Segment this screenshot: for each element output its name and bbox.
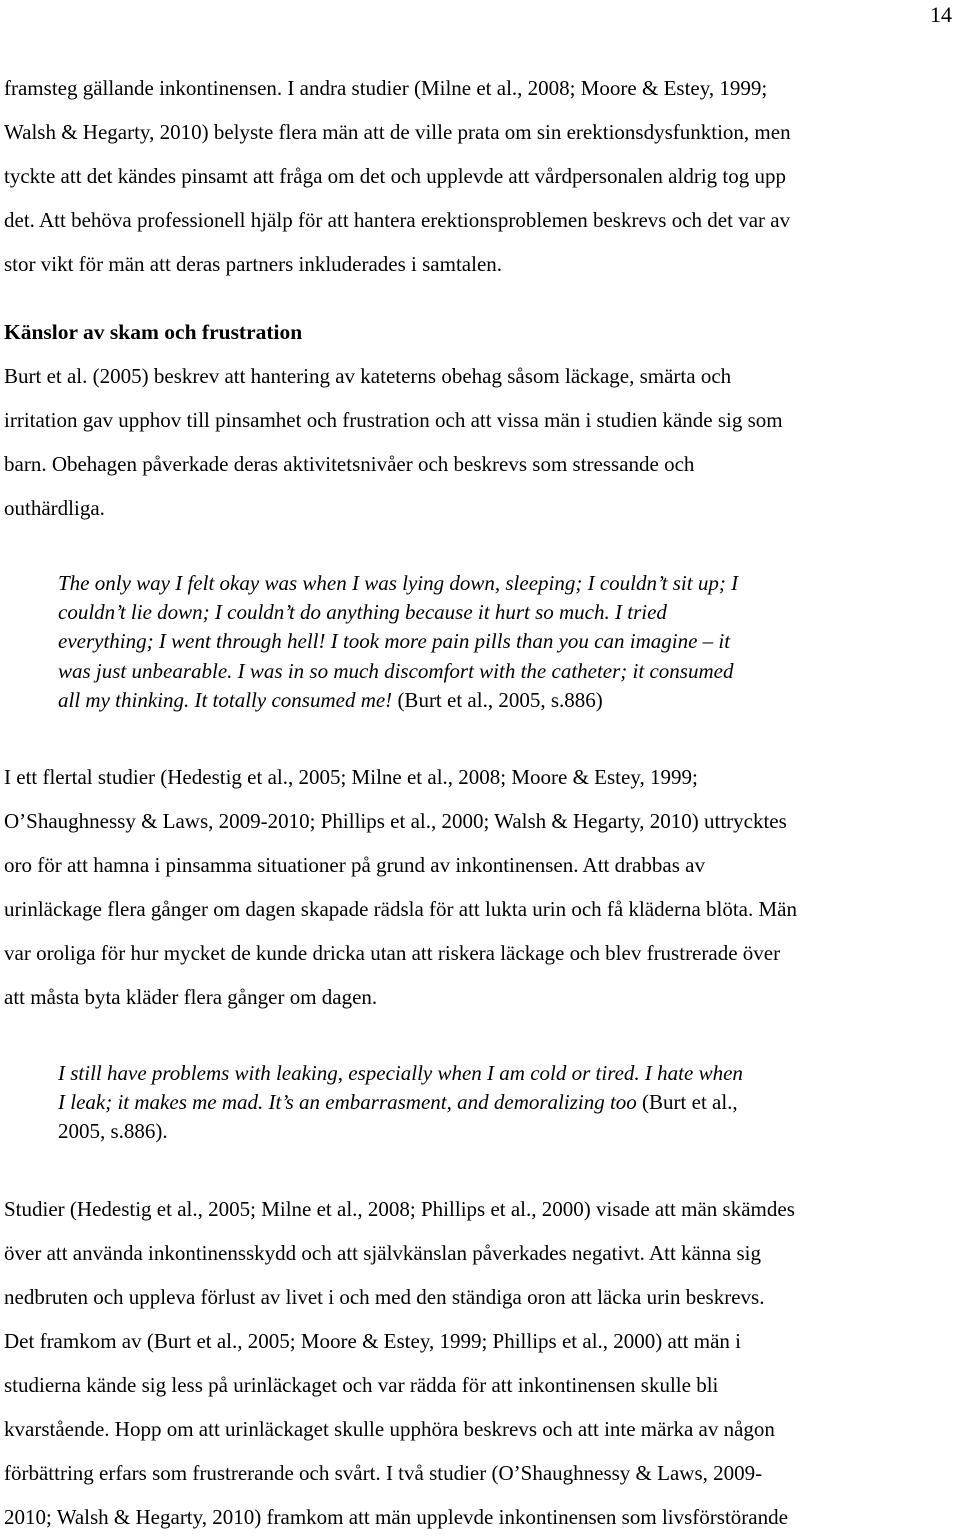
text-line: förbättring erfars som frustrerande och svårt. I två studier (O’Shaughnessy & Laws, 2009- xyxy=(4,1460,763,1485)
quote-line xyxy=(58,686,956,715)
quote-line: The only way I felt okay was when I was lying down, sleeping; I couldn’t sit up; I xyxy=(58,571,739,595)
text-line: barn. Obehagen påverkade deras aktivitetsnivåer och beskrevs som stressande och xyxy=(4,452,695,476)
paragraph-intro xyxy=(4,66,956,286)
paragraph-studies xyxy=(4,755,956,1019)
quote-citation: (Burt et al., xyxy=(642,1090,738,1115)
text-line: det. Att behöva professionell hjälp för att hantera erektionsproblemen beskrevs och det var av xyxy=(4,208,791,232)
quote-citation: 2005, s.886). xyxy=(58,1119,168,1144)
quote-citation: (Burt et al., 2005, s.886) xyxy=(397,687,603,712)
text-line: tyckte att det kändes pinsamt att fråga om det och upplevde att vårdpersonalen aldrig tog upp xyxy=(4,164,787,188)
block-quote-2 xyxy=(58,1059,956,1147)
text-line: O’Shaughnessy & Laws, 2009-2010; Phillips et al., 2000; Walsh & Hegarty, 2010) uttrycktes xyxy=(4,809,787,834)
document-body xyxy=(4,66,956,1539)
text-line: kvarstående. Hopp om att urinläckaget skulle upphöra beskrevs och att inte märka av någon xyxy=(4,1416,775,1441)
text-line: Det framkom av (Burt et al., 2005; Moore & Estey, 1999; Phillips et al., 2000) att män i xyxy=(4,1328,742,1353)
text-line: var oroliga för hur mycket de kunde dricka utan att riskera läckage och blev frustrerade över xyxy=(4,941,781,966)
block-quote-1 xyxy=(58,569,956,715)
quote-line: I still have problems with leaking, especially when I am cold or tired. I hate when xyxy=(58,1061,743,1086)
text-line: att måsta byta kläder flera gånger om dagen. xyxy=(4,985,378,1010)
text-line: irritation gav upphov till pinsamhet och frustration och att vissa män i studien kände sig som xyxy=(4,408,783,432)
text-line: outhärdliga. xyxy=(4,496,105,520)
quote-line: everything; I went through hell! I took more pain pills than you can imagine – it xyxy=(58,629,731,654)
text-line: nedbruten och uppleva förlust av livet i och med den ständiga oron att läcka urin beskrevs. xyxy=(4,1284,765,1309)
text-line: framsteg gällande inkontinensen. I andra studier (Milne et al., 2008; Moore & Estey, 1999; xyxy=(4,76,768,100)
quote-text: I leak; it makes me mad. It’s an embarrasment, and demoralizing too xyxy=(58,1090,643,1115)
text-line: 2010; Walsh & Hegarty, 2010) framkom att män upplevde inkontinensen som livsförstörande xyxy=(4,1504,788,1529)
quote-line xyxy=(58,1088,956,1117)
text-line: I ett flertal studier (Hedestig et al., 2005; Milne et al., 2008; Moore & Estey, 1999; xyxy=(4,765,698,790)
page-number: 14 xyxy=(930,2,952,27)
text-line: oro för att hamna i pinsamma situationer på grund av inkontinensen. Att drabbas av xyxy=(4,853,705,878)
section-heading: Känslor av skam och frustration xyxy=(4,320,303,344)
text-line: studierna kände sig less på urinläckaget och var rädda för att inkontinensen skulle bli xyxy=(4,1372,719,1397)
quote-line: couldn’t lie down; I couldn’t do anything because it hurt so much. I tried xyxy=(58,600,667,625)
text-line: Walsh & Hegarty, 2010) belyste flera män att de ville prata om sin erektionsdysfunktion, men xyxy=(4,120,791,144)
paragraph-burt xyxy=(4,354,956,530)
text-line: Burt et al. (2005) beskrev att hantering av kateterns obehag såsom läckage, smärta och xyxy=(4,364,732,388)
paragraph-shame xyxy=(4,1187,956,1539)
text-line: stor vikt för män att deras partners inkluderades i samtalen. xyxy=(4,252,503,276)
text-line: urinläckage flera gånger om dagen skapade rädsla för att lukta urin och få kläderna blöta. Män xyxy=(4,897,797,922)
text-line: Studier (Hedestig et al., 2005; Milne et al., 2008; Phillips et al., 2000) visade att män skämdes xyxy=(4,1196,795,1221)
quote-text: all my thinking. It totally consumed me! xyxy=(58,687,398,712)
quote-line: was just unbearable. I was in so much discomfort with the catheter; it consumed xyxy=(58,658,734,683)
text-line: över att använda inkontinensskydd och att självkänslan påverkades negativt. Att känna sig xyxy=(4,1240,761,1265)
